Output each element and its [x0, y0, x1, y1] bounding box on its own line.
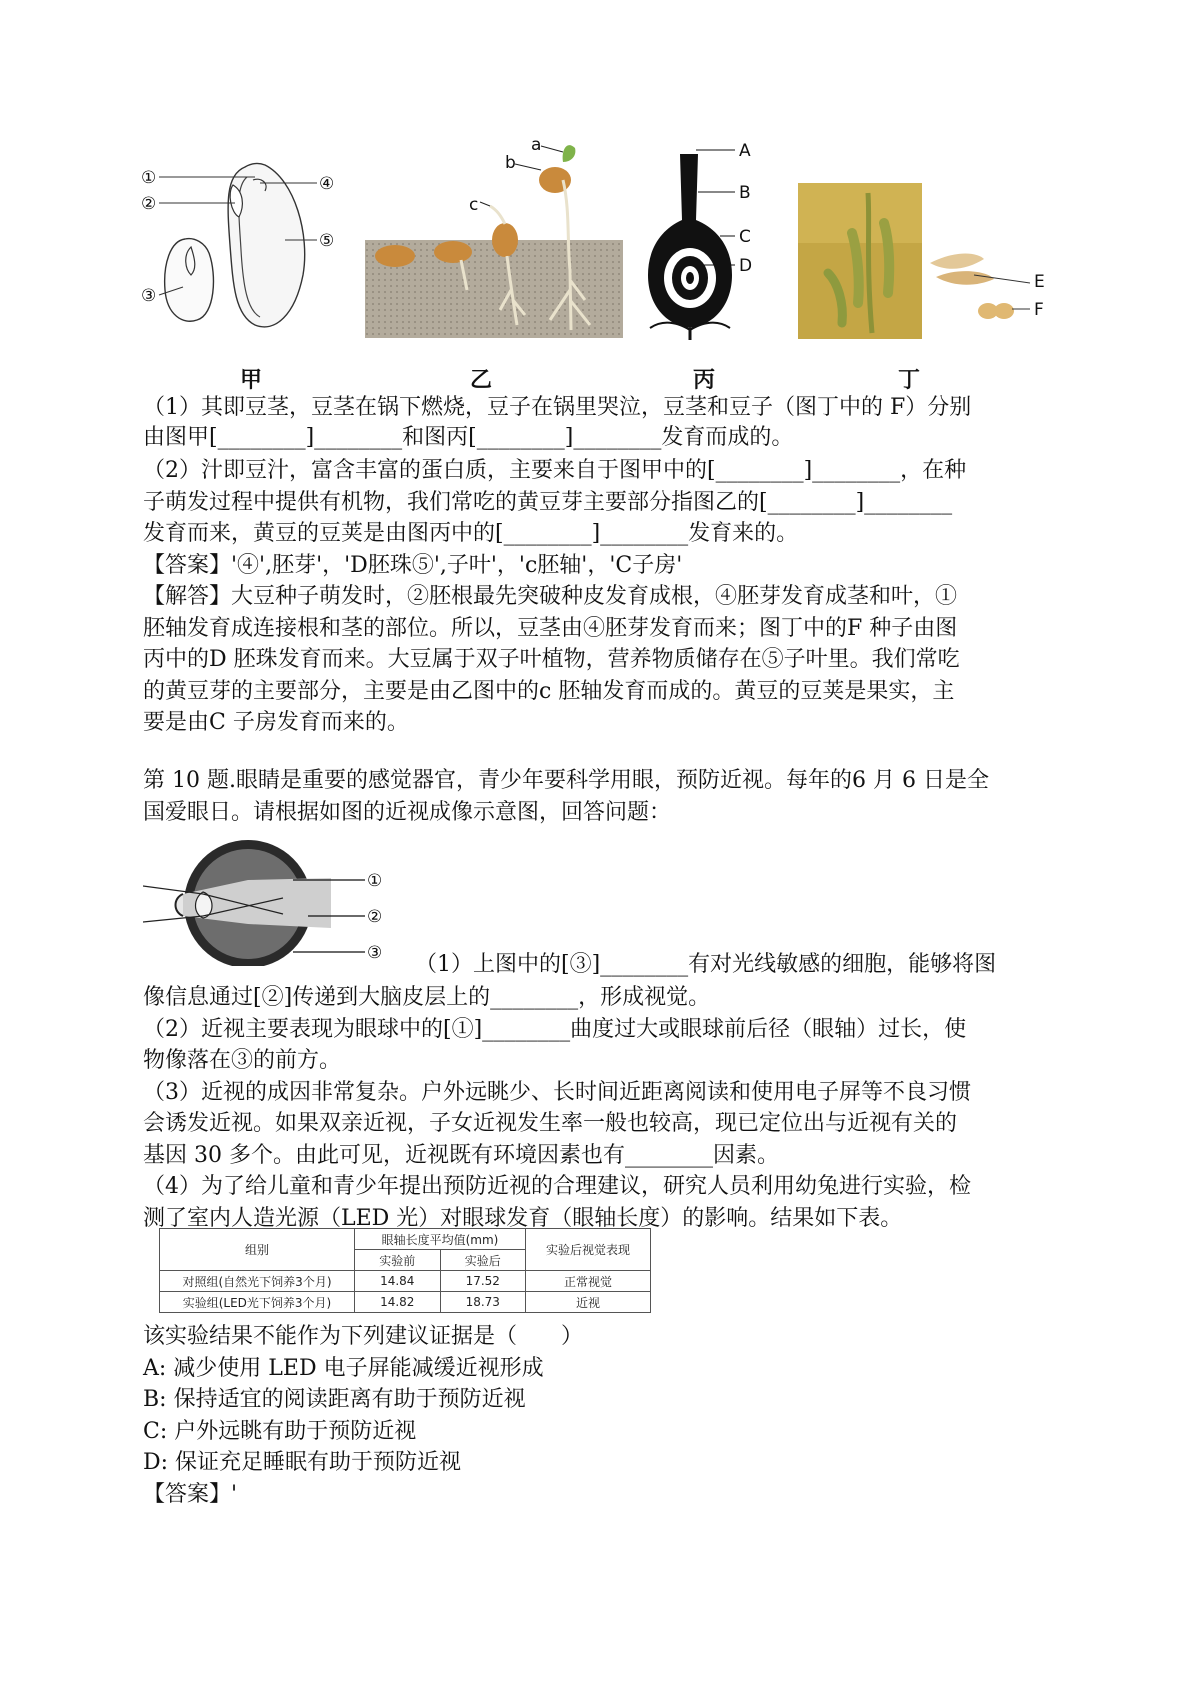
bing-marker-C [739, 227, 751, 247]
bing-marker-D [739, 256, 752, 276]
q10-body-2: （2）近视主要表现为眼球中的[①]________曲度过大或眼球前后径（眼轴）过长，使 [143, 1017, 967, 1042]
yi-marker-a [531, 140, 541, 155]
yi-marker-c [469, 195, 478, 215]
q10-intro-1: 第 10 题.眼睛是重要的感觉器官，青少年要科学用眼，预防近视。每年的6 月 6 日是全 [143, 768, 989, 793]
ding-marker-E [1034, 272, 1045, 292]
figure-yi-germination [365, 140, 625, 340]
svg-text:②: ② [367, 907, 383, 927]
q10-body-8: 测了室内人造光源（LED 光）对眼球发育（眼轴长度）的影响。结果如下表。 [143, 1206, 903, 1231]
svg-text:④: ④ [319, 174, 335, 194]
q9-answer: 【答案】'④',胚芽'，'D胚珠⑤',子叶'，'c胚轴'，'C子房' [143, 553, 683, 578]
th-before: 实验前 [355, 1250, 441, 1271]
cell-group: 实验组(LED光下饲养3个月) [160, 1292, 355, 1313]
svg-text:c: c [469, 195, 479, 215]
cell-vision: 近视 [526, 1292, 651, 1313]
cell-before: 14.84 [355, 1271, 441, 1292]
table-row [160, 1271, 651, 1292]
svg-text:F: F [1034, 300, 1044, 320]
jia-marker-3 [141, 286, 156, 306]
svg-text:③: ③ [141, 286, 157, 306]
svg-text:D: D [739, 256, 753, 276]
q10-body-4: （3）近视的成因非常复杂。户外远眺少、长时间近距离阅读和使用电子屏等不良习惯 [143, 1080, 971, 1105]
option-a: A: 减少使用 LED 电子屏能减缓近视形成 [143, 1356, 544, 1381]
figure-jia-seed [135, 155, 350, 335]
bing-marker-A [739, 141, 751, 161]
figure-label-ding: 丁 [898, 368, 921, 393]
figure-bing-pistil [640, 140, 780, 340]
figure-ding-pods [798, 183, 1063, 343]
option-d: D: 保证充足睡眠有助于预防近视 [143, 1450, 462, 1475]
q9-solution-4: 的黄豆芽的主要部分，主要是由乙图中的c 胚轴发育而成的。黄豆的豆荚是果实，主 [143, 679, 955, 704]
svg-text:A: A [739, 141, 751, 161]
th-vision: 实验后视觉表现 [526, 1229, 651, 1271]
figure-label-jia: 甲 [240, 368, 263, 393]
q10-body-5: 会诱发近视。如果双亲近视，子女近视发生率一般也较高，现已定位出与近视有关的 [143, 1111, 958, 1136]
th-axis-length: 眼轴长度平均值(mm) [355, 1229, 526, 1250]
cell-group: 对照组(自然光下饲养3个月) [160, 1271, 355, 1292]
eye-marker-2 [367, 907, 382, 927]
cell-after: 18.73 [440, 1292, 526, 1313]
figure-label-yi: 乙 [470, 368, 493, 393]
q10-body-1: 像信息通过[②]传递到大脑皮层上的________，形成视觉。 [143, 985, 711, 1010]
svg-text:①: ① [367, 871, 383, 891]
cell-after: 17.52 [440, 1271, 526, 1292]
svg-text:②: ② [141, 194, 157, 214]
q10-intro-2: 国爱眼日。请根据如图的近视成像示意图，回答问题： [143, 800, 672, 825]
cell-before: 14.82 [355, 1292, 441, 1313]
svg-text:③: ③ [367, 943, 383, 963]
q10-body-6: 基因 30 多个。由此可见，近视既有环境因素也有________因素。 [143, 1143, 779, 1168]
eye-marker-3 [367, 943, 382, 963]
svg-text:C: C [739, 227, 751, 247]
q9-line-2: 由图甲[________]________和图丙[________]________发育而成的。 [143, 425, 794, 450]
svg-text:⑤: ⑤ [319, 231, 335, 251]
q9-line-1: （1）其即豆茎，豆茎在锅下燃烧，豆子在锅里哭泣，豆茎和豆子（图丁中的 F）分别 [143, 395, 972, 420]
q10-body-7: （4）为了给儿童和青少年提出预防近视的合理建议，研究人员利用幼兔进行实验，检 [143, 1174, 971, 1199]
q9-line-4: 子萌发过程中提供有机物，我们常吃的黄豆芽主要部分指图乙的[________]________ [143, 490, 953, 515]
ding-marker-F [1034, 300, 1044, 320]
jia-marker-1 [141, 168, 156, 188]
q10-sub1-a: （1）上图中的[③]________有对光线敏感的细胞，能够将图 [415, 952, 997, 977]
q10-answer: 【答案】' [143, 1482, 238, 1507]
q10-body-3: 物像落在③的前方。 [143, 1048, 342, 1073]
q9-solution-3: 丙中的D 胚珠发育而来。大豆属于双子叶植物，营养物质储存在⑤子叶里。我们常吃 [143, 647, 960, 672]
q10-question: 该实验结果不能作为下列建议证据是（ ） [143, 1324, 584, 1349]
table-row [160, 1292, 651, 1313]
svg-text:b: b [505, 153, 516, 173]
q9-line-3: （2）汁即豆汁，富含丰富的蛋白质，主要来自于图甲中的[________]________，在种 [143, 458, 967, 483]
figure-myopia-eye [143, 836, 413, 966]
svg-text:E: E [1034, 272, 1045, 292]
option-b: B: 保持适宜的阅读距离有助于预防近视 [143, 1387, 526, 1412]
th-after: 实验后 [440, 1250, 526, 1271]
eye-marker-1 [367, 871, 382, 891]
svg-text:B: B [739, 183, 751, 203]
jia-marker-4 [319, 174, 334, 194]
jia-marker-2 [141, 194, 156, 214]
results-table [159, 1228, 651, 1313]
bing-marker-B [739, 183, 751, 203]
figure-label-bing: 丙 [693, 368, 716, 393]
svg-text:a: a [531, 140, 542, 155]
q9-solution-5: 要是由C 子房发育而来的。 [143, 710, 409, 735]
q9-line-5: 发育而来，黄豆的豆荚是由图丙中的[________]________发育来的。 [143, 521, 799, 546]
yi-marker-b [505, 153, 516, 173]
jia-marker-5 [319, 231, 334, 251]
option-c: C: 户外远眺有助于预防近视 [143, 1419, 417, 1444]
th-group: 组别 [160, 1229, 355, 1271]
cell-vision: 正常视觉 [526, 1271, 651, 1292]
q9-solution-1: 【解答】大豆种子萌发时，②胚根最先突破种皮发育成根，④胚芽发育成茎和叶，① [143, 584, 958, 609]
svg-text:①: ① [141, 168, 157, 188]
q9-solution-2: 胚轴发育成连接根和茎的部位。所以，豆茎由④胚芽发育而来；图丁中的F 种子由图 [143, 616, 958, 641]
